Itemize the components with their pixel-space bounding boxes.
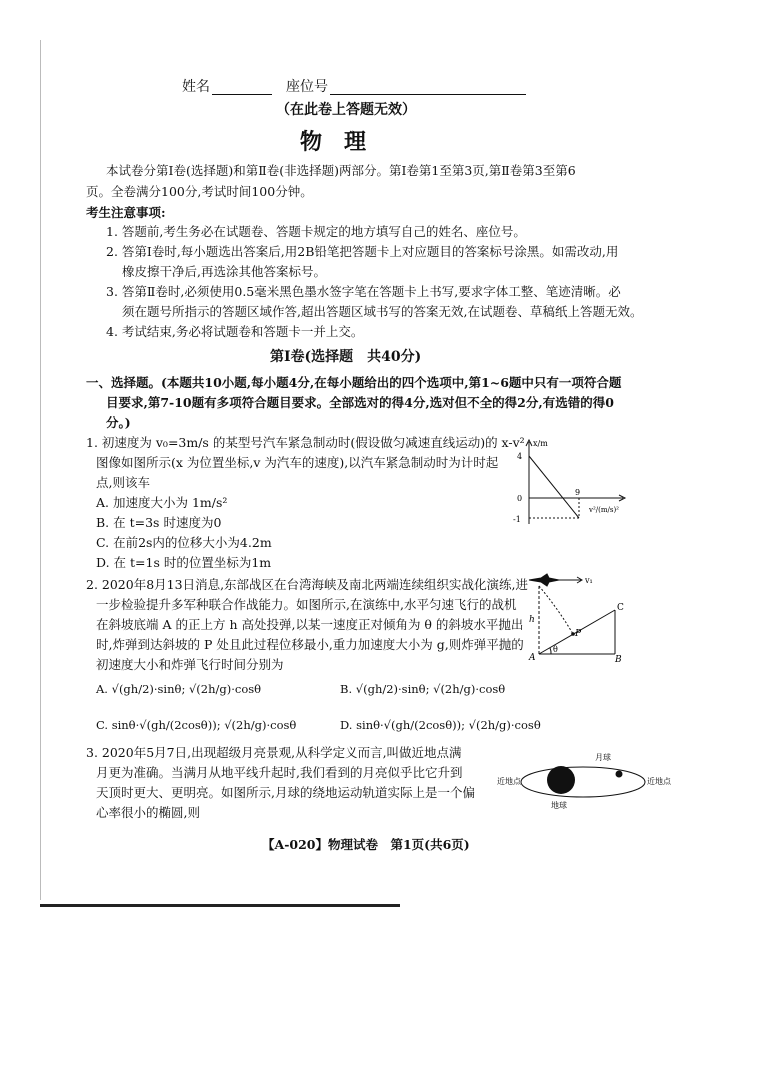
q1-tick-4: 4	[517, 452, 523, 461]
q1-y-axis-label: x/m	[533, 439, 548, 448]
intro-line-1: 本试卷分第Ⅰ卷(选择题)和第Ⅱ卷(非选择题)两部分。第Ⅰ卷第1至第3页,第Ⅱ卷第3至第6	[106, 163, 576, 178]
q2-option-c: C. sinθ·√(gh/(2cosθ)); √(2h/g)·cosθ	[96, 718, 297, 732]
q1-option-a: A. 加速度大小为 1m/s²	[96, 495, 228, 510]
name-label: 姓名	[182, 79, 210, 95]
q2-label-h: h	[529, 615, 535, 625]
q2-option-b: B. √(gh/2)·sinθ; √(2h/g)·cosθ	[340, 682, 506, 696]
q1-line-3: 点,则该车	[96, 475, 150, 490]
q3-label-left-point: 近地点	[497, 777, 521, 786]
section-instr-2: 目要求,第7-10题有多项符合题目要求。全部选对的得4分,选对但不全的得2分,有选错的得0	[106, 395, 614, 410]
q2-label-v: v₁	[585, 576, 593, 585]
q2-line-2: 一步检验提升多军种联合作战能力。如图所示,在演练中,水平匀速飞行的战机	[96, 597, 517, 612]
q1-option-b: B. 在 t=3s 时速度为0	[96, 515, 222, 530]
section-title: 第Ⅰ卷(选择题 共40分)	[270, 349, 422, 365]
q1-x-axis-label: v²/(m/s)²	[589, 506, 619, 514]
q3-label-moon: 月球	[595, 753, 611, 762]
q1-tick-minus1: -1	[513, 515, 521, 524]
q1-option-c: C. 在前2s内的位移大小为4.2m	[96, 535, 272, 550]
q2-label-theta: θ	[553, 645, 558, 654]
notice-3a: 3. 答第Ⅱ卷时,必须使用0.5毫米黑色墨水签字笔在答题卡上书写,要求字体工整、笔迹清晰。必	[106, 284, 621, 299]
q1-xv2-graph	[505, 436, 640, 531]
q3-line-1: 3. 2020年5月7日,出现超级月亮景观,从科学定义而言,叫做近地点满	[86, 745, 462, 760]
q3-line-3: 天顶时更大、更明亮。如图所示,月球的绕地运动轨道实际上是一个偏	[96, 785, 475, 800]
seat-label: 座位号	[286, 79, 328, 95]
notice-1: 1. 答题前,考生务必在试题卷、答题卡规定的地方填写自己的姓名、座位号。	[106, 224, 526, 239]
page-footer: 【A-020】物理试卷 第1页(共6页)	[262, 837, 470, 852]
notice-3b: 须在题号所指示的答题区域作答,超出答题区域书写的答案无效,在试题卷、草稿纸上答题无效。	[122, 304, 643, 319]
q1-line-2: 图像如图所示(x 为位置坐标,v 为汽车的速度),以汽车紧急制动时为计时起	[96, 455, 499, 470]
moon-icon	[616, 771, 623, 778]
q1-line-1: 1. 初速度为 v₀=3m/s 的某型号汽车紧急制动时(假设做匀减速直线运动)的 x-v²	[86, 435, 525, 450]
q1-option-d: D. 在 t=1s 时的位置坐标为1m	[96, 555, 272, 570]
notice-title: 考生注意事项:	[86, 205, 166, 220]
q2-slope-diagram	[515, 570, 635, 665]
notice-2b: 橡皮擦干净后,再选涂其他答案标号。	[122, 264, 326, 279]
intro-line-2: 页。全卷满分100分,考试时间100分钟。	[86, 184, 313, 199]
q2-label-P: P	[575, 629, 582, 639]
section-instr-1: 一、选择题。(本题共10小题,每小题4分,在每小题给出的四个选项中,第1~6题中只有一项符合题	[86, 375, 622, 390]
notice-4: 4. 考试结束,务必将试题卷和答题卡一并上交。	[106, 324, 364, 339]
q3-orbit-diagram	[495, 750, 675, 810]
section-instr-3: 分。)	[106, 415, 131, 430]
q2-line-5: 初速度大小和炸弹飞行时间分别为	[96, 657, 284, 672]
q3-label-earth: 地球	[551, 801, 567, 810]
q2-line-3: 在斜坡底端 A 的正上方 h 高处投弹,以某一速度正对倾角为 θ 的斜坡水平抛出	[96, 617, 524, 632]
invalid-note: （在此卷上答题无效）	[276, 102, 416, 118]
q1-tick-origin: 0	[517, 494, 523, 503]
q2-line-1: 2. 2020年8月13日消息,东部战区在台湾海峡及南北两端连续组织实战化演练,进	[86, 577, 529, 592]
page-title: 物 理	[300, 129, 367, 155]
q2-label-C: C	[617, 603, 624, 613]
scan-bottom-rule	[40, 904, 400, 907]
q3-line-4: 心率很小的椭圆,则	[96, 805, 200, 820]
q3-label-right-point: 近地点	[647, 777, 671, 786]
q2-label-B: B	[615, 655, 622, 665]
q2-option-d: D. sinθ·√(gh/(2cosθ)); √(2h/g)·cosθ	[340, 718, 541, 732]
q1-tick-9: 9	[575, 488, 581, 497]
notice-2a: 2. 答第Ⅰ卷时,每小题选出答案后,用2B铅笔把答题卡上对应题目的答案标号涂黑。如需改动,用	[106, 244, 619, 259]
earth-icon	[547, 766, 575, 794]
q2-option-a: A. √(gh/2)·sinθ; √(2h/g)·cosθ	[96, 682, 262, 696]
name-blank	[212, 94, 272, 95]
q3-line-2: 月更为准确。当满月从地平线升起时,我们看到的月亮似乎比它升到	[96, 765, 463, 780]
q2-label-A: A	[529, 653, 536, 663]
scan-edge-left	[40, 40, 41, 900]
q2-line-4: 时,炸弹到达斜坡的 P 处且此过程位移最小,重力加速度大小为 g,则炸弹平抛的	[96, 637, 524, 652]
seat-blank	[330, 94, 526, 95]
